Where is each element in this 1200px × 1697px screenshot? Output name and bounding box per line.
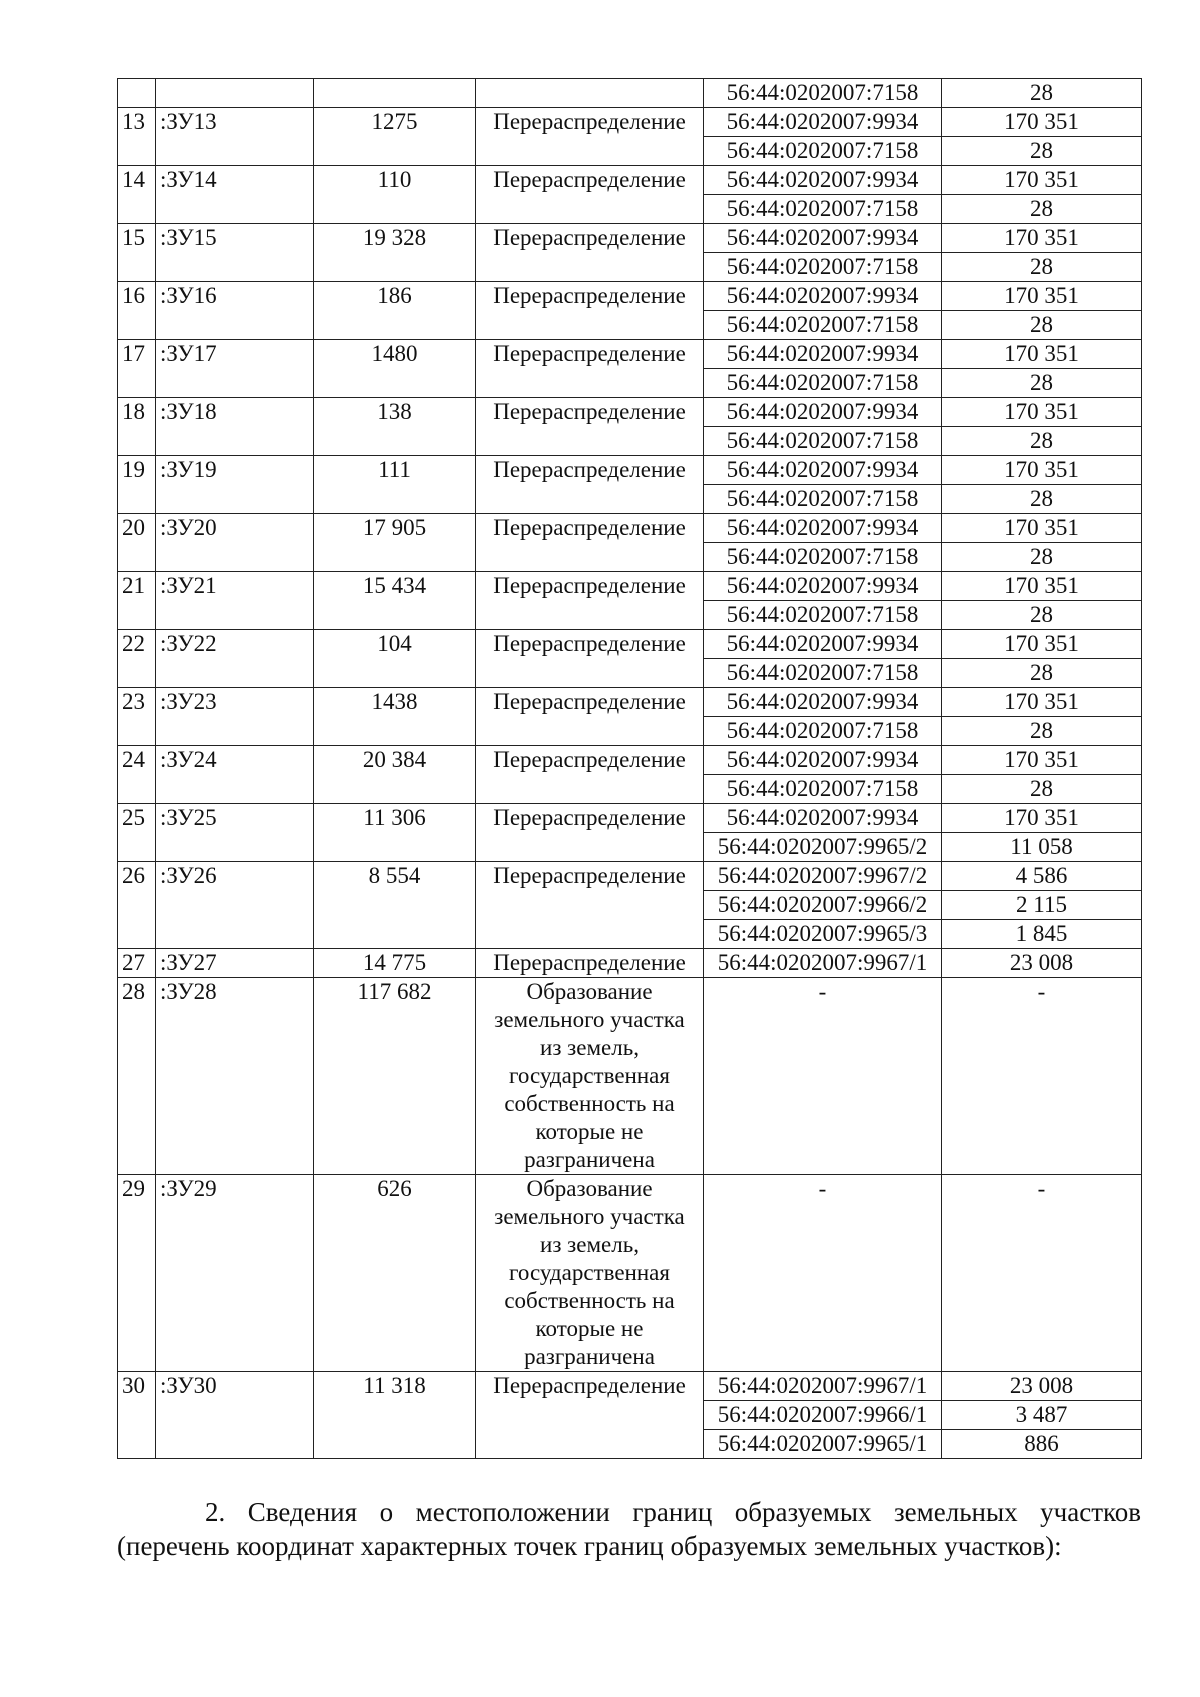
row-number-cell: 26 (118, 862, 156, 949)
cadastral-number-cell: 56:44:0202007:7158 (704, 485, 942, 514)
cadastral-number-cell: 56:44:0202007:9934 (704, 804, 942, 833)
part-area-cell: 170 351 (942, 340, 1142, 369)
method-cell: Перераспределение (476, 340, 704, 398)
method-cell: Перераспределение (476, 282, 704, 340)
row-number-cell: 16 (118, 282, 156, 340)
table-row (118, 630, 1142, 659)
method-cell (476, 79, 704, 108)
plot-id-cell: :ЗУ14 (156, 166, 314, 224)
method-cell: Перераспределение (476, 949, 704, 978)
part-area-cell: 2 115 (942, 891, 1142, 920)
area-cell: 1275 (314, 108, 476, 166)
method-cell: Перераспределение (476, 224, 704, 282)
cadastral-number-cell: 56:44:0202007:9966/2 (704, 891, 942, 920)
plot-id-cell: :ЗУ24 (156, 746, 314, 804)
method-cell: Перераспределение (476, 108, 704, 166)
method-cell: Перераспределение (476, 804, 704, 862)
row-number-cell: 27 (118, 949, 156, 978)
cadastral-number-cell: 56:44:0202007:7158 (704, 601, 942, 630)
cadastral-number-cell: 56:44:0202007:9934 (704, 688, 942, 717)
row-number-cell: 17 (118, 340, 156, 398)
table-row (118, 398, 1142, 427)
part-area-cell: 28 (942, 427, 1142, 456)
part-area-cell: 170 351 (942, 166, 1142, 195)
plot-id-cell: :ЗУ28 (156, 978, 314, 1175)
part-area-cell: 170 351 (942, 514, 1142, 543)
cadastral-number-cell: 56:44:0202007:9967/1 (704, 949, 942, 978)
table-row (118, 108, 1142, 137)
cadastral-number-cell: 56:44:0202007:9934 (704, 746, 942, 775)
plot-id-cell: :ЗУ15 (156, 224, 314, 282)
cadastral-number-cell: 56:44:0202007:9965/3 (704, 920, 942, 949)
cadastral-number-cell: 56:44:0202007:7158 (704, 775, 942, 804)
cadastral-number-cell: 56:44:0202007:9934 (704, 166, 942, 195)
area-cell: 110 (314, 166, 476, 224)
part-area-cell: 28 (942, 79, 1142, 108)
area-cell: 8 554 (314, 862, 476, 949)
part-area-cell: 170 351 (942, 108, 1142, 137)
plot-id-cell: :ЗУ30 (156, 1372, 314, 1459)
cadastral-number-cell: 56:44:0202007:9966/1 (704, 1401, 942, 1430)
cadastral-number-cell: 56:44:0202007:9967/2 (704, 862, 942, 891)
plot-id-cell: :ЗУ16 (156, 282, 314, 340)
part-area-cell: 170 351 (942, 630, 1142, 659)
area-cell: 17 905 (314, 514, 476, 572)
part-area-cell: 170 351 (942, 572, 1142, 601)
part-area-cell: 28 (942, 543, 1142, 572)
part-area-cell: 23 008 (942, 1372, 1142, 1401)
part-area-cell: 28 (942, 253, 1142, 282)
part-area-cell: 11 058 (942, 833, 1142, 862)
area-cell: 117 682 (314, 978, 476, 1175)
area-cell: 19 328 (314, 224, 476, 282)
plot-id-cell: :ЗУ25 (156, 804, 314, 862)
row-number-cell: 21 (118, 572, 156, 630)
part-area-cell: 28 (942, 137, 1142, 166)
cadastral-number-cell: 56:44:0202007:9934 (704, 340, 942, 369)
part-area-cell: 4 586 (942, 862, 1142, 891)
table-row (118, 862, 1142, 891)
table-row (118, 572, 1142, 601)
table-row (118, 282, 1142, 311)
method-cell: Образование земельного участка из земель, государственная собственность на которые не разграничена (476, 1175, 704, 1372)
cadastral-number-cell: 56:44:0202007:9934 (704, 108, 942, 137)
table-row (118, 79, 1142, 108)
table-row (118, 746, 1142, 775)
cadastral-number-cell: 56:44:0202007:9934 (704, 572, 942, 601)
cadastral-number-cell: 56:44:0202007:7158 (704, 79, 942, 108)
area-cell: 186 (314, 282, 476, 340)
plot-id-cell: :ЗУ27 (156, 949, 314, 978)
cadastral-number-cell: 56:44:0202007:9934 (704, 630, 942, 659)
table-row (118, 224, 1142, 253)
part-area-cell: 28 (942, 369, 1142, 398)
area-cell: 11 318 (314, 1372, 476, 1459)
cadastral-number-cell: 56:44:0202007:9967/1 (704, 1372, 942, 1401)
row-number-cell: 14 (118, 166, 156, 224)
cadastral-number-cell: - (704, 978, 942, 1175)
cadastral-number-cell: 56:44:0202007:9934 (704, 224, 942, 253)
cadastral-number-cell: 56:44:0202007:7158 (704, 659, 942, 688)
row-number-cell: 28 (118, 978, 156, 1175)
cadastral-number-cell: 56:44:0202007:9934 (704, 398, 942, 427)
row-number-cell: 29 (118, 1175, 156, 1372)
part-area-cell: 28 (942, 659, 1142, 688)
method-cell: Перераспределение (476, 746, 704, 804)
cadastral-number-cell: 56:44:0202007:7158 (704, 253, 942, 282)
plot-id-cell: :ЗУ21 (156, 572, 314, 630)
method-cell: Перераспределение (476, 1372, 704, 1459)
row-number-cell: 23 (118, 688, 156, 746)
plot-id-cell: :ЗУ23 (156, 688, 314, 746)
part-area-cell: 886 (942, 1430, 1142, 1459)
method-cell: Перераспределение (476, 862, 704, 949)
table-row (118, 978, 1142, 1175)
row-number-cell: 30 (118, 1372, 156, 1459)
part-area-cell: 28 (942, 311, 1142, 340)
plot-id-cell: :ЗУ22 (156, 630, 314, 688)
cadastral-number-cell: 56:44:0202007:7158 (704, 717, 942, 746)
part-area-cell: 28 (942, 775, 1142, 804)
part-area-cell: 170 351 (942, 224, 1142, 253)
part-area-cell: 170 351 (942, 398, 1142, 427)
area-cell: 1438 (314, 688, 476, 746)
method-cell: Перераспределение (476, 166, 704, 224)
method-cell: Перераспределение (476, 398, 704, 456)
area-cell (314, 79, 476, 108)
section-2-paragraph (117, 1495, 1141, 1563)
area-cell: 111 (314, 456, 476, 514)
plot-id-cell: :ЗУ18 (156, 398, 314, 456)
part-area-cell: - (942, 1175, 1142, 1372)
row-number-cell (118, 79, 156, 108)
part-area-cell: 170 351 (942, 804, 1142, 833)
method-cell: Перераспределение (476, 456, 704, 514)
plot-id-cell: :ЗУ26 (156, 862, 314, 949)
area-cell: 11 306 (314, 804, 476, 862)
table-row (118, 340, 1142, 369)
method-cell: Перераспределение (476, 630, 704, 688)
area-cell: 138 (314, 398, 476, 456)
plot-id-cell: :ЗУ20 (156, 514, 314, 572)
cadastral-number-cell: 56:44:0202007:7158 (704, 195, 942, 224)
area-cell: 14 775 (314, 949, 476, 978)
table-body (118, 79, 1142, 1459)
table-row (118, 514, 1142, 543)
plot-id-cell (156, 79, 314, 108)
row-number-cell: 13 (118, 108, 156, 166)
cadastral-number-cell: 56:44:0202007:7158 (704, 427, 942, 456)
table-row (118, 804, 1142, 833)
cadastral-number-cell: 56:44:0202007:9965/1 (704, 1430, 942, 1459)
method-cell: Перераспределение (476, 572, 704, 630)
part-area-cell: 23 008 (942, 949, 1142, 978)
cadastral-number-cell: 56:44:0202007:9965/2 (704, 833, 942, 862)
table-row (118, 688, 1142, 717)
part-area-cell: 170 351 (942, 456, 1142, 485)
row-number-cell: 24 (118, 746, 156, 804)
paragraph-line-1: 2. Сведения о местоположении границ образуемых земельных участков (205, 1497, 1141, 1527)
part-area-cell: 28 (942, 601, 1142, 630)
table-row (118, 1372, 1142, 1401)
row-number-cell: 20 (118, 514, 156, 572)
method-cell: Перераспределение (476, 688, 704, 746)
part-area-cell: 170 351 (942, 746, 1142, 775)
cadastral-number-cell: 56:44:0202007:7158 (704, 369, 942, 398)
method-cell: Образование земельного участка из земель, государственная собственность на которые не разграничена (476, 978, 704, 1175)
cadastral-number-cell: 56:44:0202007:7158 (704, 543, 942, 572)
part-area-cell: 1 845 (942, 920, 1142, 949)
cadastral-number-cell: 56:44:0202007:9934 (704, 282, 942, 311)
method-cell: Перераспределение (476, 514, 704, 572)
cadastral-number-cell: 56:44:0202007:7158 (704, 137, 942, 166)
row-number-cell: 15 (118, 224, 156, 282)
row-number-cell: 18 (118, 398, 156, 456)
land-plots-table (117, 78, 1142, 1459)
area-cell: 15 434 (314, 572, 476, 630)
cadastral-number-cell: 56:44:0202007:7158 (704, 311, 942, 340)
row-number-cell: 22 (118, 630, 156, 688)
area-cell: 1480 (314, 340, 476, 398)
table-row (118, 1175, 1142, 1372)
table-row (118, 949, 1142, 978)
part-area-cell: 170 351 (942, 282, 1142, 311)
plot-id-cell: :ЗУ13 (156, 108, 314, 166)
table-row (118, 456, 1142, 485)
paragraph-line-2: (перечень координат характерных точек границ образуемых земельных участков): (117, 1531, 1062, 1561)
row-number-cell: 25 (118, 804, 156, 862)
part-area-cell: 28 (942, 485, 1142, 514)
area-cell: 104 (314, 630, 476, 688)
part-area-cell: 170 351 (942, 688, 1142, 717)
plot-id-cell: :ЗУ29 (156, 1175, 314, 1372)
cadastral-number-cell: 56:44:0202007:9934 (704, 514, 942, 543)
part-area-cell: 3 487 (942, 1401, 1142, 1430)
plot-id-cell: :ЗУ17 (156, 340, 314, 398)
part-area-cell: - (942, 978, 1142, 1175)
cadastral-number-cell: 56:44:0202007:9934 (704, 456, 942, 485)
area-cell: 20 384 (314, 746, 476, 804)
part-area-cell: 28 (942, 717, 1142, 746)
row-number-cell: 19 (118, 456, 156, 514)
table-row (118, 166, 1142, 195)
plot-id-cell: :ЗУ19 (156, 456, 314, 514)
part-area-cell: 28 (942, 195, 1142, 224)
cadastral-number-cell: - (704, 1175, 942, 1372)
area-cell: 626 (314, 1175, 476, 1372)
